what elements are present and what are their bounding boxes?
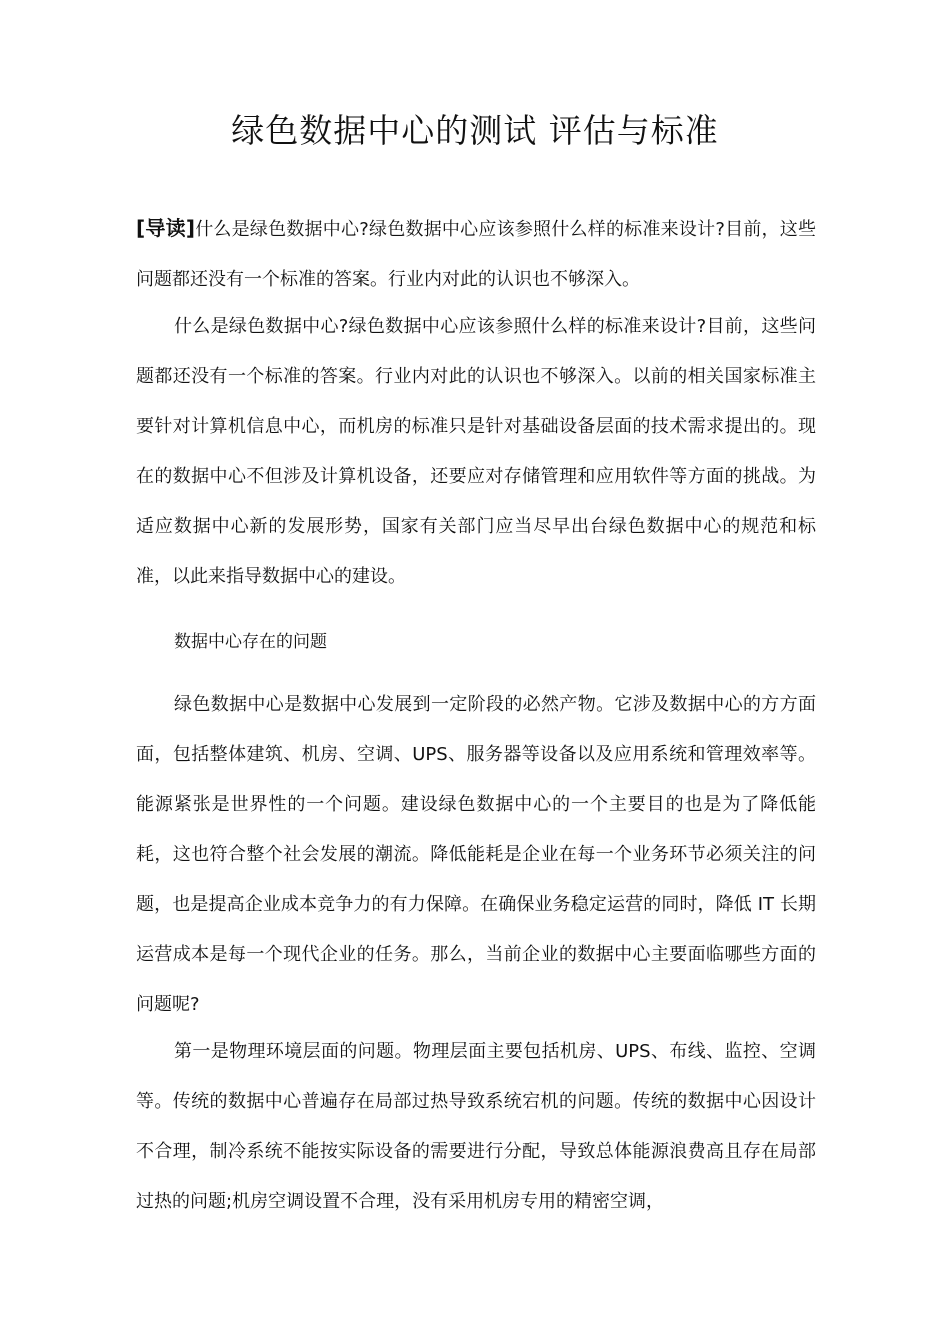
document-title: 绿色数据中心的测试 评估与标准: [231, 111, 719, 150]
intro-tag: [导读]: [136, 216, 195, 240]
body-paragraph-2: 绿色数据中心是数据中心发展到一定阶段的必然产物。它涉及数据中心的方方面面，包括整体建筑、机房、空调、UPS、服务器等设备以及应用系统和管理效率等。能源紧张是世界性的一个问题。建设绿色数据中心的一个主要目的也是为了降低能耗，这也符合整个社会发展的潮流。降低能耗是企业在每一个业务环节必须关注的问题，也是提高企业成本竞争力的有力保障。在确保业务稳定运营的同时，降低 IT 长期运营成本是每一个现代企业的任务。那么，当前企业的数据中心主要面临哪些方面的问题呢?: [136, 694, 816, 1015]
section-heading: 数据中心存在的问题: [174, 632, 327, 652]
intro-paragraph: [136, 203, 816, 305]
body-paragraph-1: 什么是绿色数据中心?绿色数据中心应该参照什么样的标准来设计?目前，这些问题都还没有一个标准的答案。行业内对此的认识也不够深入。以前的相关国家标准主要针对计算机信息中心，而机房的标准只是针对基础设备层面的技术需求提出的。现在的数据中心不但涉及计算机设备，还要应对存储管理和应用软件等方面的挑战。为适应数据中心新的发展形势，国家有关部门应当尽早出台绿色数据中心的规范和标准，以此来指导数据中心的建设。: [136, 316, 816, 587]
body-paragraph-3: 第一是物理环境层面的问题。物理层面主要包括机房、UPS、布线、监控、空调等。传统的数据中心普遍存在局部过热导致系统宕机的问题。传统的数据中心因设计不合理，制冷系统不能按实际设备的需要进行分配，导致总体能源浪费高且存在局部过热的问题;机房空调设置不合理，没有采用机房专用的精密空调，: [136, 1041, 816, 1212]
intro-text: 什么是绿色数据中心?绿色数据中心应该参照什么样的标准来设计?目前，这些问题都还没有一个标准的答案。行业内对此的认识也不够深入。: [136, 219, 817, 290]
